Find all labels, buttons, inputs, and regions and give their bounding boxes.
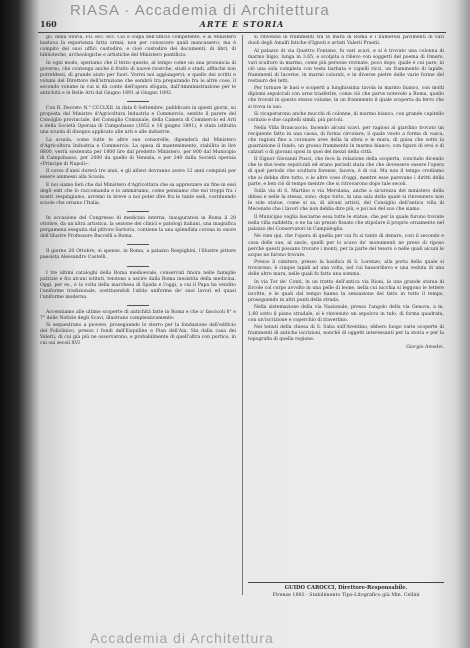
right-paragraph: Nella Villa Brancaccio, facendo alcuni scavi, per ragioni al giardino trovato un recipiente fatto in una cassa, di forma circolare; il quale vuoto a forma di vasca, che ragioni fino a coronare aree della la sfera e le mura, di guisa che sotto la guarnizione il fondo, un grosso frammento in marmo bianco, con figure di eroi e di calzari o di giovani sposi in quei dei mezzi della città. bbox=[248, 125, 444, 155]
text-columns bbox=[38, 35, 446, 595]
section-separator bbox=[127, 266, 149, 267]
author-signature: Giorgio Amedei. bbox=[406, 344, 444, 350]
right-paragraph: Il Municipio voglia lasciarne essa tutte le statue, che per la quale furono trovate nella villa suddetta, e ne ha un prezzo fissato che stipolare il proprio ornamento nel palazzo dei Conservatori in Campidoglio. bbox=[248, 214, 444, 232]
page-number: 160 bbox=[40, 19, 57, 29]
left-paragraph: Si sequestrano a piovere, proseguendo lo sterro per la fondazione dell'edificio del Policlinico, presso i fondi dell'Esquilino e Pian dell'Aia, Sin dalla casa dei Valerii, di cui già più ne osservarono, e probabilmente di quell'altra con portico, in cui sui secoli XVI bbox=[40, 323, 236, 347]
running-title: ARTE E STORIA bbox=[199, 19, 285, 29]
column-rule bbox=[242, 35, 243, 595]
right-paragraph: Si ricuperarono anche mucchi di colonne, di marmo bianco, con grande capitello corinzio e due capitelli simili, più piccoli. bbox=[248, 112, 444, 124]
journal-page bbox=[38, 20, 446, 620]
left-paragraph: Il corso d'anni durerà tre anni, e gli allievi dovranno avere 12 anni compiuti per essere ammessi alla Scuola. bbox=[40, 169, 236, 181]
right-paragraph: Sulla via di S. Martino e via Merulana, anche a sicurezza del ministero della difesa e nelle la stessa, sono, dopo tutto, in una sala della quale si rinvennero non le sole statue, come si sa, di alcuni artisti, del Consiglio dell'antica villa di Mecenate che i lavori che non debba dire più, e poi noi del suo che siamo. bbox=[248, 189, 444, 213]
editor-line: GUIDO CAROCCI, Direttore-Responsabile. bbox=[284, 585, 408, 591]
left-paragraph: Accenniamo alle ultime scoperte di antichità fatte in Roma e che a' fascicoli 8° e 7° delle Notizie degli Scavi, illustrano complessivamente: bbox=[40, 309, 236, 321]
right-paragraph: Il Signor Giovanni Pusci, che fece la relazione della scoperta, concludo dicendo che le due teste sepolcrali ed erano periodi stata che che dovessero essere l'opera di quel periodo che scultura forense, faceva, è di cui. Ma non il tempo crediamo che si debba dire tutto, e le altre cose d'oggi, mentre esse parevano i diritti della parte, e ben ciò di tempo mentre che si ritrovarono dopo tale secoli. bbox=[248, 157, 444, 187]
right-paragraph: si rinvenne in frammenti tra le mura di Roma e i numerosi pavimenti di vari duoli degli Amalfi fatiche d'Ignoti e artisti Valerii Praetii. bbox=[248, 35, 444, 47]
right-paragraph: Presso il cimitero, presso la basilica di S. Lorenzo, alla porta della quale si trovarono, è cinque lapidi ad una volta, nel cui bassorilievo e una veduta di una delle altre mura, nelle quali fu fatto una somma. bbox=[248, 260, 444, 278]
left-paragraph: Con R. Decreto N.° CCCLXII, in data 6 Settembre, pubblicato in questi giorni, su proposta del Ministro d'Agricoltura Industria e Commercio, sentito il parere del Consiglio provinciale, del Consiglio Comunale, della Camera di Commercio ed Arti e della Società Operaia di Campobasso (1852 e 16 giugno 1891), è stata istituita una scuola di disegno applicato alle arti e alle industrie. bbox=[40, 105, 236, 136]
left-paragraph: I tre ultimi cataloghi della Roma medioevale, conservati finora nelle famiglie patrizie e fra alcuni istituti, tendono a uscire dalla Roma inesistita della medicina. Oggi, per es., è la volta della marchesa di Spada e l'oggi, a cui il Papa ha vendito l'uniforme tradizionale, sostituendoli l'abito uniforme de' suoi lavori ed quasi l'uniforme moderna. bbox=[40, 270, 236, 300]
right-paragraph: Nei tenuti della chiesa di S. Saba sull'Aventino, ebbero luogo varie scoperte di frammenti di antiche iscrizioni, nonchè di oggetti interessanti per la storia e per la topografia di quella regione. bbox=[248, 325, 444, 343]
watermark-top: RIASA · Accademia di Architettura bbox=[70, 2, 330, 19]
right-column bbox=[248, 35, 444, 595]
section-separator bbox=[127, 101, 149, 102]
right-paragraph: Per tornare le basi e scoperti a lunghissima tavola in marmo bianco, con molti diplomi sepolcrali con urne trasferite, come ciò che parve notevole a Roma, quello che trovati in questo stesso volume, in un frammento il quale scoperta da ferro che si trova in uso. bbox=[248, 86, 444, 110]
left-paragraph: Il giorno 20 Ottobre, si spense, in Roma, a palazzo Respighini, l'illustre pittore paesista Alessandro Castelli. bbox=[40, 249, 236, 261]
section-separator bbox=[127, 211, 149, 212]
right-paragraph: In via Tor de' Conti, in un tratto dell'antica via Rioni, la una grande statua di Ercole col corpo avvolto in una pelle di leone, nella cui nicchia si leggono le lettere iscritte, e le quali dal tempo hanno la sensazione del fatto in tutto il tempo, proseguendo in altri punti della strada. bbox=[248, 279, 444, 303]
page-footer bbox=[248, 580, 444, 602]
left-paragraph: E noi siamo lieti che dal Ministero d'Agricoltura che sa apprezzare un fine in essi degli enti che lo raccomanda e lo ammiriamo, come pensiamo che noi troppi fra i nostri respingiamo, avremo in breve a noi poter dire fra le tante sedi, costituendo scuole che ornano l'Italia. bbox=[40, 183, 236, 207]
left-column bbox=[40, 35, 236, 595]
footer-rule bbox=[248, 582, 444, 583]
left-paragraph: go, della Storia, Fil. ecc. ecc. Cio è colpa dell'ufficio competente, e al Ministero bastava la esperienza fatta ormai, non per conoscere quali mancassero; ma è compito dei suoi uffici custodire, e cioè custodire dei documenti, di libri, di biblioteche, archeologiche e artistiche del Ministero pontificio. bbox=[40, 35, 236, 59]
printer-line: Firenze 1892 - Stabilimento Tipo-Litografico già Min. Cellini bbox=[272, 593, 420, 599]
right-paragraph: Al palazzo di via Quattro Fontane, fu vari scavi, e si è trovato una colonna di marmo bigio, lunga in 3.65, e scolpita a rilievo con soggetti del poema di Omero, vari sculture in marmo, come più persone rovinate, poco dopo, quale è cui pare, in ciò una sola completa con testa barbata e capelli ricci, un frammento di lapide, frammenti di lucerne, in marmi colorati, e in diverse pietre delle varie forme del restauro dei tetti. bbox=[248, 48, 444, 84]
left-paragraph: In ogni modo, speriamo che il terzo questo, al tempo come un una pronuncia di governo, che contenga anche il frutto di nuove ricerche, studi e studi, affinchè non potrebbesi, di grande aiuto per fuori. Vorrei noi aggiungervi; e quello dei scritti e volumi del Direttore dell'istruzione che sembrò tra preparando fra le altre cose, il secondo volume in cui si dà conto dell'opera sfogata, dall'Amministrazione per le antichità e le Belle Arti dal Giugno 1891 al Giugno 1892. bbox=[40, 60, 236, 96]
right-paragraph: Nella sistemazione della via Nazionale, presso l'angolo della via Genova, a m. 1,60 sotto il piano stradale, si è rinvenuto un sepolcro in tufo, di forma quadrata, con un'iscrizione e coperchio di travertino. bbox=[248, 305, 444, 323]
section-separator bbox=[127, 244, 149, 245]
right-paragraph: Ne vien qui, che l'opera di quella per cui fu sì tanto di denaro, così il secondo e cosa delle sue, al suolo, quelli per lo scavo de' monumenti ne preso di riposo perchè questi possano trovare i monti, per la parte del tesoro o nelle quali alcuni le acque ne furono trovate. bbox=[248, 234, 444, 258]
section-separator bbox=[127, 305, 149, 306]
watermark-bottom: Accademia di Architettura bbox=[90, 630, 274, 646]
page-header bbox=[38, 20, 446, 33]
left-paragraph: La scuola, come tutte le altre sue consorelle, dipenderà dal Ministero d'Agricoltura Industria e Commercio. La spesa di mantenimento, stabilita in lire 8800, verrà sostenuta per 1800 lire dal predetto Ministero, per 800 dal Municipio di Campobasso, per 2000 da quello di Venezia, e per 240 dalla Società operaia «Principe di Napoli». bbox=[40, 137, 236, 167]
left-paragraph: In occasione del Congresso di medicina interna, inauguratosi in Roma il 28 ottobre, da un'altra artistica, la sezione dei clinici e patologi italiani, una magnifica pergamena eseguita dal pittore Sartorio, contiene la una splendida corona in onore dell'illustre Professore Baccelli a Roma. bbox=[40, 216, 236, 240]
